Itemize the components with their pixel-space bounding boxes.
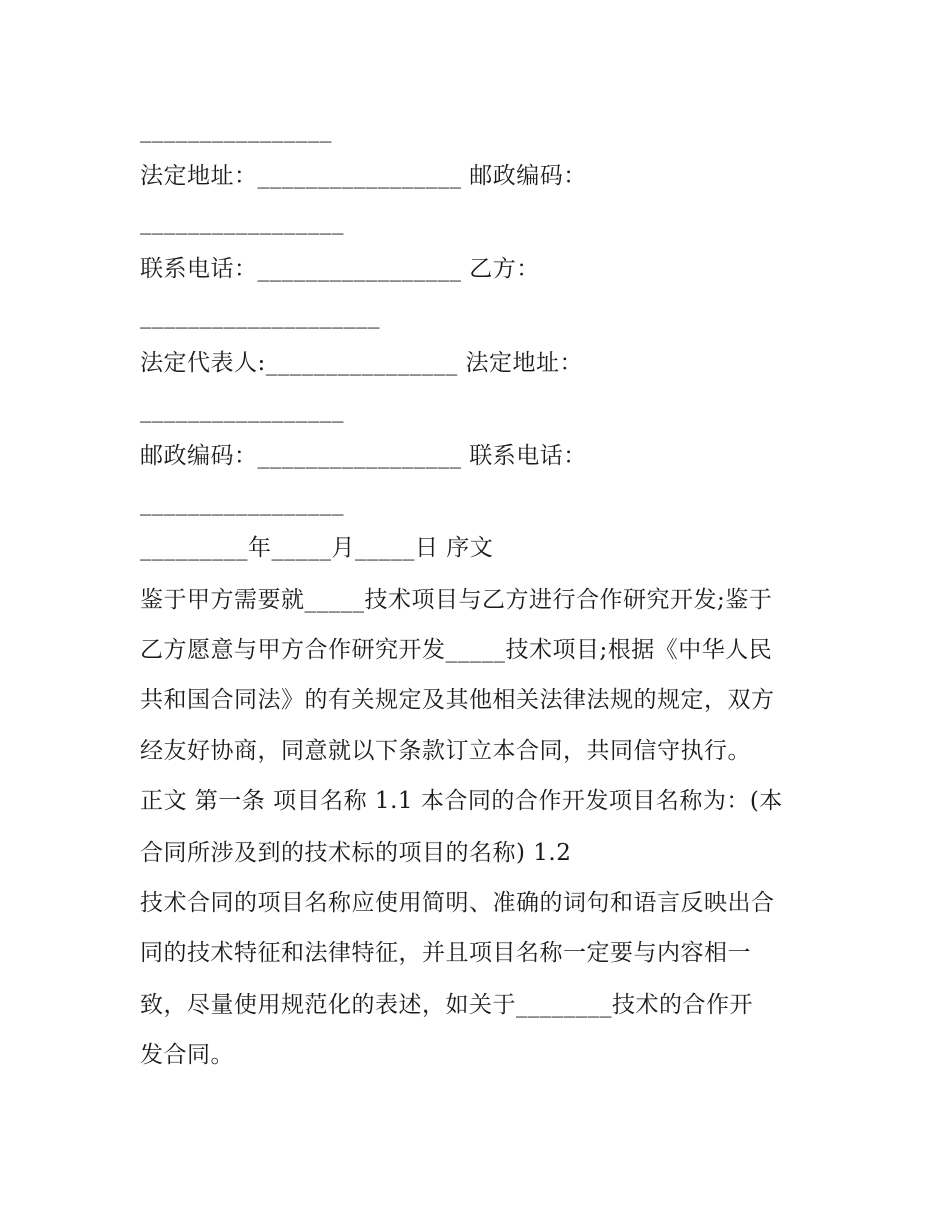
text-line: _________年_____月_____日 序文 xyxy=(140,535,494,561)
text-line: 联系电话：_________________ 乙方： xyxy=(140,256,540,282)
text-line: _________________ xyxy=(140,209,344,235)
text-line: _________________ xyxy=(140,397,344,423)
text-line: ____________________ xyxy=(140,303,380,329)
text-line: 正文 第一条 项目名称 1.1 本合同的合作开发项目名称为：(本 xyxy=(140,788,783,814)
text-line: 致，尽量使用规范化的表述，如关于________技术的合作开 xyxy=(140,992,753,1018)
text-line: 乙方愿意与甲方合作研究开发_____技术项目;根据《中华人民 xyxy=(140,637,773,663)
text-line: 经友好协商，同意就以下条款订立本合同，共同信守执行。 xyxy=(140,738,751,764)
text-line: 邮政编码：_________________ 联系电话： xyxy=(140,443,587,469)
text-line: 发合同。 xyxy=(140,1042,234,1068)
text-line: 法定代表人:________________ 法定地址： xyxy=(140,350,584,376)
text-line: 鉴于甲方需要就_____技术项目与乙方进行合作研究开发;鉴于 xyxy=(140,587,773,613)
text-line: ________________ xyxy=(140,117,332,143)
text-line: 法定地址：_________________ 邮政编码： xyxy=(140,163,587,189)
text-line: 同的技术特征和法律特征，并且项目名称一定要与内容相一 xyxy=(140,940,751,966)
text-line: 合同所涉及到的技术标的项目的名称) 1.2 xyxy=(140,840,572,866)
text-line: 技术合同的项目名称应使用简明、准确的词句和语言反映出合 xyxy=(140,890,775,916)
text-line: 共和国合同法》的有关规定及其他相关法律法规的规定，双方 xyxy=(140,687,775,713)
text-line: _________________ xyxy=(140,490,344,516)
